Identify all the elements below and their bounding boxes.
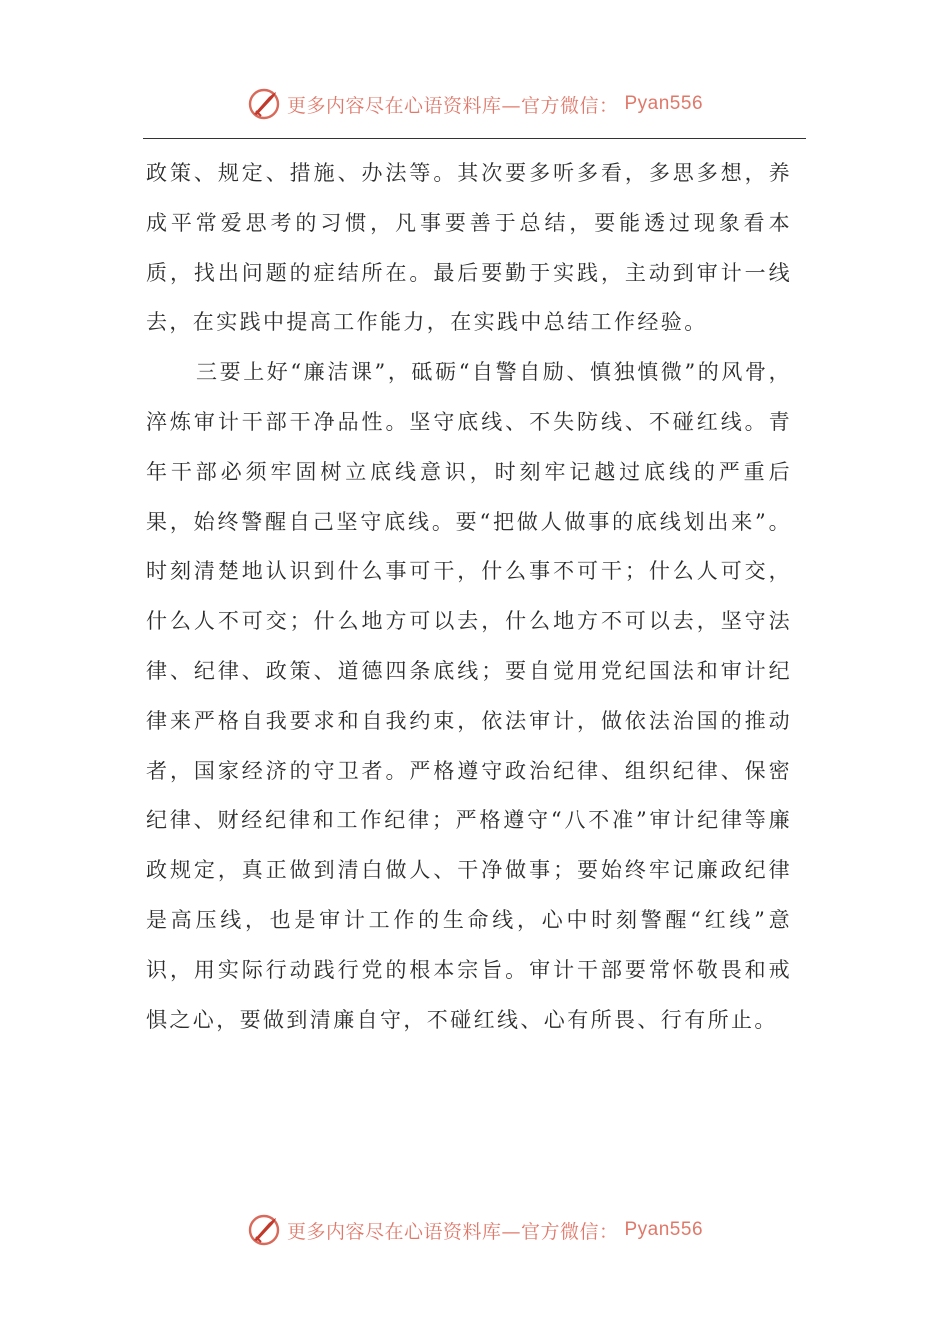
header-divider xyxy=(143,138,806,139)
paragraph: 政策、规定、措施、办法等。其次要多听多看，多思多想，养成平常爱思考的习惯，凡事要善于总结，要能透过现象看本质，找出问题的症结所在。最后要勤于实践，主动到审计一线去，在实践中提高工作能力，在实践中总结工作经验。 xyxy=(146,161,792,335)
header-banner xyxy=(0,84,950,124)
quill-pen-logo-icon xyxy=(247,1213,281,1247)
footer-banner xyxy=(0,1210,950,1250)
paragraph: 三要上好“廉洁课”，砥砺“自警自励、慎独慎微”的风骨，淬炼审计干部干净品性。坚守底线、不失防线、不碰红线。青年干部必须牢固树立底线意识，时刻牢记越过底线的严重后果，始终警醒自己坚守底线。要“把做人做事的底线划出来”。时刻清楚地认识到什么事可干，什么事不可干；什么人可交，什么人不可交；什么地方可以去，什么地方不可以去，坚守法律、纪律、政策、道德四条底线；要自觉用党纪国法和审计纪律来严格自我要求和自我约束，依法审计，做依法治国的推动者，国家经济的守卫者。严格遵守政治纪律、组织纪律、保密纪律、财经纪律和工作纪律；严格遵守“八不准”审计纪律等廉政规定，真正做到清白做人、干净做事；要始终牢记廉政纪律是高压线，也是审计工作的生命线，心中时刻警醒“红线”意识，用实际行动践行党的根本宗旨。审计干部要常怀敬畏和戒惧之心，要做到清廉自守，不碰红线、心有所畏、行有所止。 xyxy=(146,360,792,1032)
document-body xyxy=(146,149,792,1045)
banner-wechat-id: Pyan556 xyxy=(624,1219,704,1240)
banner-text: 更多内容尽在心语资料库—官方微信： xyxy=(286,94,619,117)
banner-text: 更多内容尽在心语资料库—官方微信： xyxy=(286,1220,619,1243)
quill-pen-logo-icon xyxy=(247,87,281,121)
banner-wechat-id: Pyan556 xyxy=(624,93,704,114)
